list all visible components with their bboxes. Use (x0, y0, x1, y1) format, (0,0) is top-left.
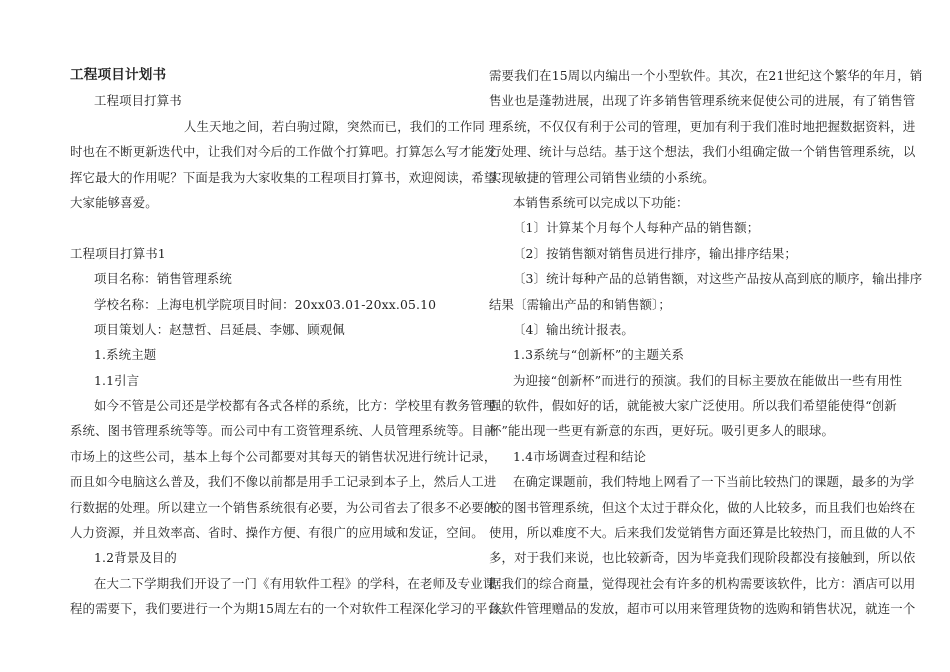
paragraph-line: 使用，所以难度不大。后来我们发觉销售方面还算是比较热门，而且做的人不 (489, 525, 916, 541)
paragraph-line: 挥它最大的作用呢？下面是我为大家收集的工程项目打算书，欢迎阅读，希望 (70, 169, 497, 185)
paragraph-line: 理系统，不仅仅有利于公司的管理，更加有利于我们准时地把握数据资料，进 (489, 118, 916, 134)
paragraph-line: 行处理、统计与总结。基于这个想法，我们小组确定做一个销售管理系统，以 (489, 144, 916, 160)
list-item: 〔4〕输出统计报表。 (513, 321, 634, 337)
paragraph-line: 程的需要下，我们要进行一个为期15周左右的一个对软件工程深化学习的平台。 (70, 601, 513, 617)
paragraph-line: 售业也是蓬勃进展，出现了许多销售管理系统来促使公司的进展，有了销售管 (489, 93, 916, 109)
paragraph-line: 行数据的处理。所以建立一个销售系统很有必要，为公司省去了很多不必要的 (70, 499, 497, 515)
list-item: 〔1〕计算某个月每个人每种产品的销售额； (513, 220, 760, 236)
document-title: 工程项目计划书 (70, 67, 167, 83)
paragraph-line: 项目策划人：赵慧哲、吕延晨、李娜、顾观佩 (94, 321, 345, 337)
paragraph-line: 强的软件，假如好的话，就能被大家广泛使用。所以我们希望能使得“创新 (489, 398, 897, 414)
list-item: 结果〔需输出产品的和销售额〕； (489, 296, 671, 312)
paragraph-line: 据我们的综合商量，觉得现社会有许多的机构需要该软件，比方：酒店可以用 (489, 575, 916, 591)
paragraph-line: 学校名称：上海电机学院项目时间：20xx03.01-20xx.05.10 (94, 296, 437, 312)
paragraph-line: 本销售系统可以完成以下功能： (513, 194, 689, 210)
paragraph-line: 项目名称：销售管理系统 (94, 271, 232, 287)
right-column (489, 63, 923, 622)
section-heading: 1.1引言 (94, 372, 140, 388)
section-heading: 1.4市场调查过程和结论 (513, 448, 647, 464)
paragraph-line: 时也在不断更新迭代中，让我们对今后的工作做个打算吧。打算怎么写才能发 (70, 144, 497, 160)
list-item: 〔3〕统计每种产品的总销售额，对这些产品按从高到底的顺序，输出排序 (513, 271, 923, 287)
paragraph-line: 校的图书管理系统，但这个太过于群众化，做的人比较多，而且我们也始终在 (489, 499, 916, 515)
paragraph-line: 而且如今电脑这么普及，我们不像以前都是用手工记录到本子上，然后人工进 (70, 474, 497, 490)
paragraph-line: 如今不管是公司还是学校都有各式各样的系统，比方：学校里有教务管理 (94, 398, 496, 414)
paragraph-line: 多，对于我们来说，也比较新奇，因为毕竟我们现阶段都没有接触到，所以依 (489, 550, 916, 566)
paragraph-line: 实现敏捷的管理公司销售业绩的小系统。 (489, 169, 715, 185)
paragraph-line: 杯”能出现一些更有新意的东西，更好玩。吸引更多人的眼球。 (489, 423, 835, 439)
blank-line (70, 215, 465, 240)
paragraph-line: 该软件管理赠品的发放，超市可以用来管理货物的选购和销售状况，就连一个 (489, 601, 916, 617)
section-heading: 1.系统主题 (94, 347, 157, 363)
paragraph-line: 需要我们在15周以内编出一个小型软件。其次，在21世纪这个繁华的年月，销 (489, 68, 923, 83)
paragraph-line: 为迎接“创新杯”而进行的预演。我们的目标主要放在能做出一些有用性 (513, 372, 903, 388)
subtitle: 工程项目打算书 (94, 93, 182, 109)
paragraph-line: 系统、图书管理系统等等。而公司中有工资管理系统、人员管理系统等。目前 (70, 423, 497, 439)
section-heading: 1.2背景及目的 (94, 550, 177, 566)
left-column (70, 63, 513, 622)
paragraph-line: 人力资源，并且效率高、省时、操作方便、有很广的应用域和发证，空间。 (70, 525, 484, 541)
paragraph-line: 人生天地之间，若白驹过隙，突然而已，我们的工作同 (184, 118, 485, 134)
list-item: 〔2〕按销售额对销售员进行排序，输出排序结果； (513, 245, 797, 261)
section-heading: 1.3系统与“创新杯”的主题关系 (513, 347, 685, 363)
paragraph-line: 在大二下学期我们开设了一门《有用软件工程》的学科，在老师及专业课 (94, 575, 496, 591)
section-heading: 工程项目打算书1 (70, 245, 166, 261)
paragraph-line: 市场上的这些公司，基本上每个公司都要对其每天的销售状况进行统计记录， (70, 448, 497, 464)
paragraph-line: 大家能够喜爱。 (70, 194, 158, 210)
paragraph-line: 在确定课题前，我们特地上网看了一下当前比较热门的课题，最多的为学 (513, 474, 915, 490)
